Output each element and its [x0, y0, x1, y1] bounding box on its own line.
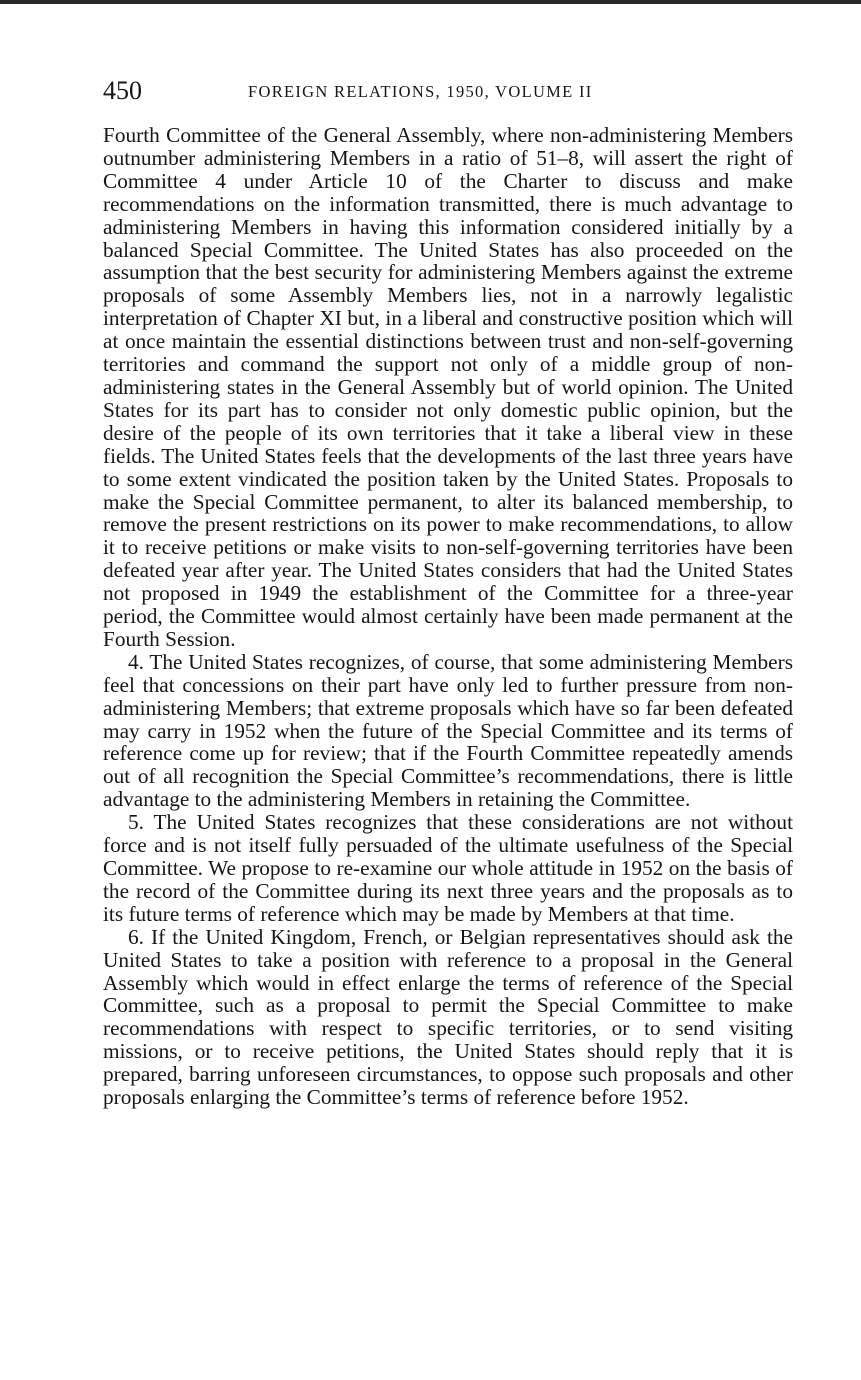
paragraph-6: 6. If the United Kingdom, French, or Belgian representatives should ask the United States to take a position with reference to a proposal in the General Assembly which would in effect enlarge the terms of reference of the Special Committee, such as a proposal to permit the Special Committee to make recommendations with respect to specific territories, or to send visiting missions, or to receive petitions, the United States should reply that it is prepared, barring unforeseen circumstances, to oppose such proposals and other proposals enlarging the Committee’s terms of reference before 1952.	[103, 924, 793, 1110]
body-text	[103, 124, 793, 1109]
paragraph-continued: Fourth Committee of the General Assembly, where non-administering Members outnumber administering Members in a ratio of 51–8, will assert the right of Committee 4 under Article 10 of the Charter to discuss and make recommendations on the information transmitted, there is much advantage to administering Members in having this information considered initially by a balanced Special Committee. The United States has also proceeded on the assumption that the best security for administering Members against the extreme proposals of some Assembly Members lies, not in a narrowly legalistic interpretation of Chapter XI but, in a liberal and constructive position which will at once maintain the essential distinctions between trust and non-self-governing territories and command the support not only of a middle group of non-administering states in the General Assembly but of world opinion. The United States for its part has to consider not only domestic public opinion, but the desire of the people of its own territories that it take a liberal view in these fields. The United States feels that the developments of the last three years have to some extent vindicated the position taken by the United States. Proposals to make the Special Committee permanent, to alter its balanced membership, to remove the present restrictions on its power to make recommendations, to allow it to receive petitions or make visits to non-self-governing territories have been defeated year after year. The United States considers that had the United States not proposed in 1949 the establishment of the Committee for a three-year period, the Committee would almost certainly have been made permanent at the Fourth Session.	[103, 123, 793, 651]
page-number: 450	[103, 76, 142, 105]
running-head: FOREIGN RELATIONS, 1950, VOLUME II	[248, 82, 593, 101]
paragraph-5: 5. The United States recognizes that these considerations are not without force and is not itself fully persuaded of the ultimate usefulness of the Special Committee. We propose to re-examine our whole attitude in 1952 on the basis of the record of the Committee during its next three years and the proposals as to its future terms of reference which may be made by Members at that time.	[103, 810, 793, 926]
page-top-edge	[0, 0, 861, 4]
paragraph-4: 4. The United States recognizes, of course, that some administering Members feel that concessions on their part have only led to further pressure from non-administering Members; that extreme proposals which have so far been defeated may carry in 1952 when the future of the Special Committee and its terms of reference come up for review; that if the Fourth Committee repeatedly amends out of all recognition the Special Committee’s recommendations, there is little advantage to the administering Members in retaining the Committee.	[103, 649, 793, 812]
page-header	[103, 76, 793, 108]
